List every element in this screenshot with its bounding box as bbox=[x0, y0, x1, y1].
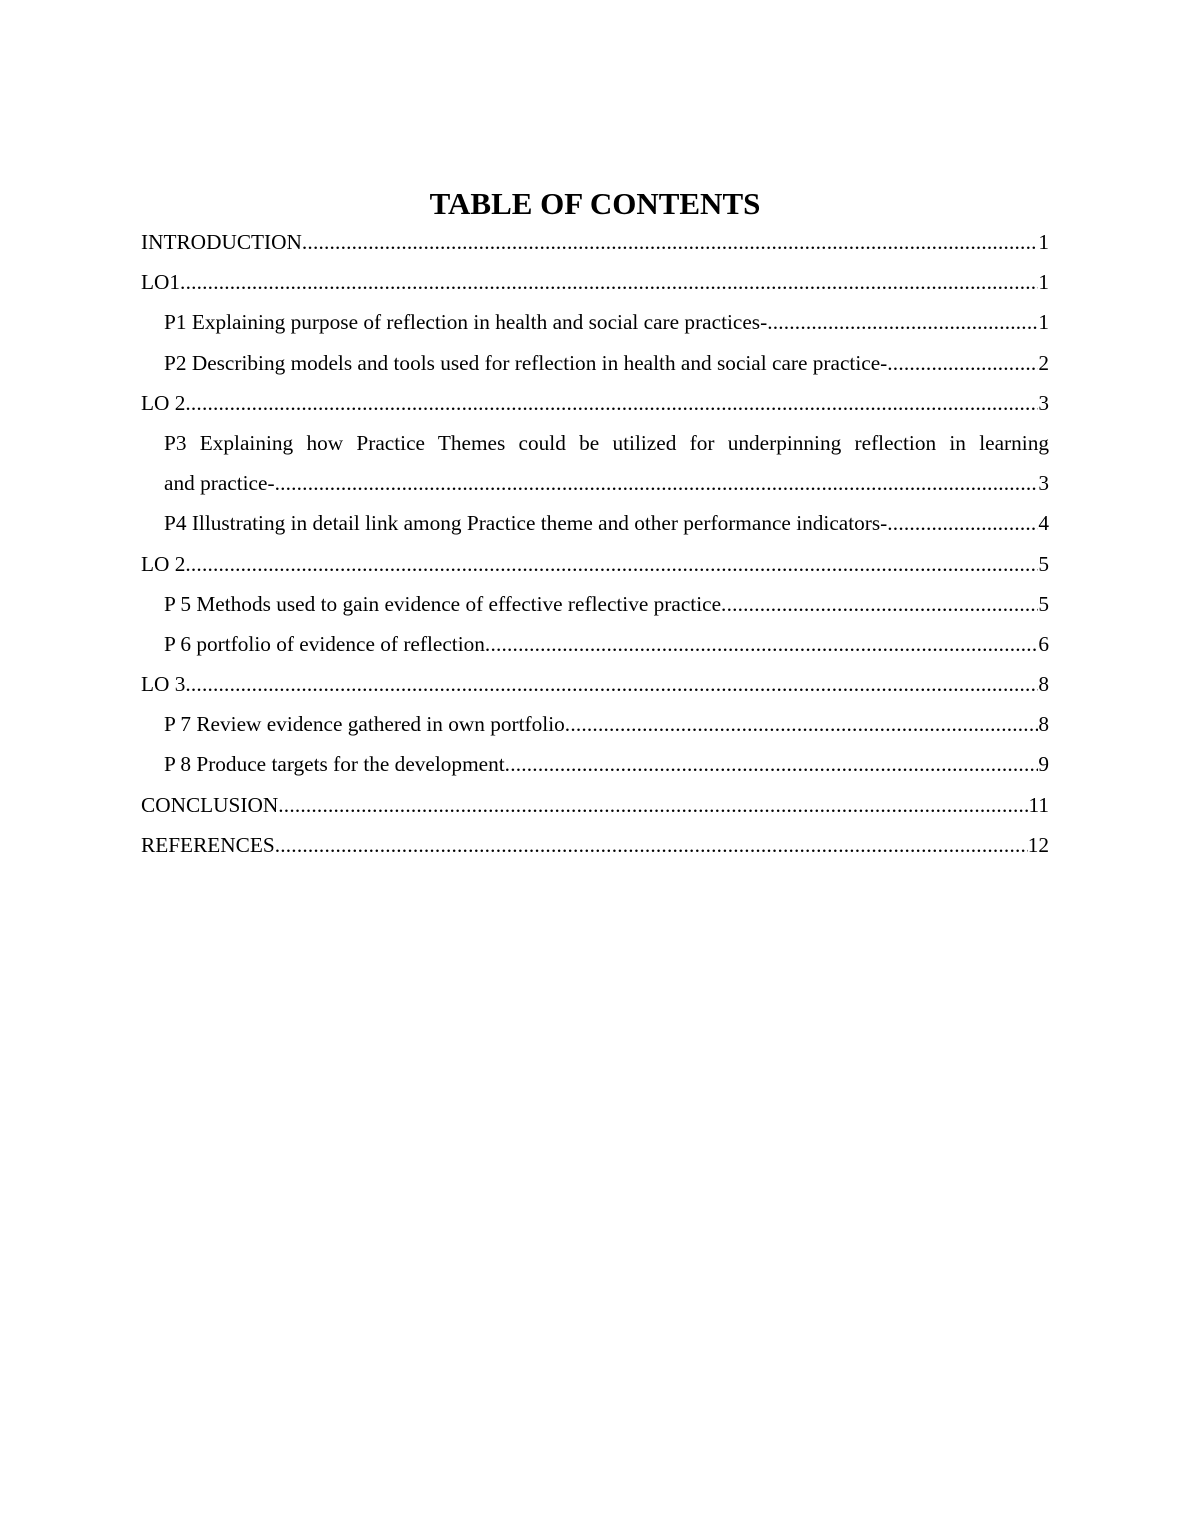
toc-entry-label: LO 3 bbox=[141, 672, 186, 697]
toc-entry-page-number: 2 bbox=[1038, 350, 1049, 375]
toc-entry-page-number: 11 bbox=[1028, 792, 1049, 817]
toc-entry-references[interactable] bbox=[141, 825, 1049, 865]
dot-leader bbox=[721, 584, 1038, 624]
dot-leader bbox=[887, 503, 1038, 543]
toc-entry-page-number: 8 bbox=[1038, 712, 1049, 737]
toc-entry-label: P4 Illustrating in detail link among Practice theme and other performance indicators- bbox=[164, 511, 888, 536]
toc-entry-label: CONCLUSION bbox=[141, 792, 279, 817]
dot-leader bbox=[185, 664, 1038, 704]
toc-entry-label: P 8 Produce targets for the development bbox=[164, 752, 505, 777]
toc-entry-label: and practice- bbox=[164, 471, 275, 496]
toc-entry-page-number: 9 bbox=[1038, 752, 1049, 777]
toc-entry-p1[interactable] bbox=[141, 302, 1049, 342]
toc-entry-label: INTRODUCTION bbox=[141, 230, 302, 254]
toc-entry-p8[interactable] bbox=[141, 744, 1049, 784]
dot-leader bbox=[565, 704, 1039, 744]
dot-leader bbox=[180, 262, 1038, 302]
toc-entry-page-number: 12 bbox=[1027, 832, 1049, 857]
dot-leader bbox=[302, 222, 1038, 262]
toc-entry-page-number: 5 bbox=[1038, 551, 1049, 576]
toc-entry-label: P 5 Methods used to gain evidence of effective reflective practice bbox=[164, 591, 722, 616]
toc-entry-page-number: 1 bbox=[1038, 310, 1049, 335]
toc-entry-p7[interactable] bbox=[141, 704, 1049, 744]
toc-entry-p6[interactable] bbox=[141, 624, 1049, 664]
toc-entry-p3[interactable] bbox=[141, 463, 1049, 503]
toc-entry-p5[interactable] bbox=[141, 584, 1049, 624]
dot-leader bbox=[485, 624, 1038, 664]
toc-entry-page-number: 4 bbox=[1038, 511, 1049, 536]
toc-entry-label: LO1 bbox=[141, 270, 181, 295]
dot-leader bbox=[505, 744, 1039, 784]
toc-entry-p4[interactable] bbox=[141, 503, 1049, 543]
toc-entry-label: REFERENCES bbox=[141, 832, 275, 857]
toc-entry-label: LO 2 bbox=[141, 551, 186, 576]
toc-entry-label: LO 2 bbox=[141, 390, 186, 415]
toc-title: TABLE OF CONTENTS bbox=[429, 186, 761, 221]
toc-entry-introduction[interactable] bbox=[141, 222, 1049, 262]
toc-entry-page-number: 1 bbox=[1038, 230, 1049, 254]
toc-entry-lo3[interactable] bbox=[141, 664, 1049, 704]
dot-leader bbox=[185, 544, 1038, 584]
toc-entry-lo2[interactable] bbox=[141, 383, 1049, 423]
toc-entry-page-number: 8 bbox=[1038, 672, 1049, 697]
toc-entry-page-number: 3 bbox=[1038, 471, 1049, 496]
dot-leader bbox=[185, 383, 1038, 423]
dot-leader bbox=[887, 343, 1038, 383]
dot-leader bbox=[767, 302, 1038, 342]
toc-entry-lo1[interactable] bbox=[141, 262, 1049, 302]
toc-entry-label: P3 Explaining how Practice Themes could be utilized for underpinning reflection in learning bbox=[164, 430, 1049, 455]
toc-entry-p2[interactable] bbox=[141, 343, 1049, 383]
toc-entry-label: P2 Describing models and tools used for reflection in health and social care practice- bbox=[164, 350, 888, 375]
dot-leader bbox=[275, 825, 1028, 865]
toc-entry-p3-line1[interactable] bbox=[141, 423, 1049, 463]
toc-entry-label: P1 Explaining purpose of reflection in health and social care practices- bbox=[164, 310, 768, 335]
toc-entry-lo2-second[interactable] bbox=[141, 544, 1049, 584]
toc-entry-page-number: 6 bbox=[1038, 631, 1049, 656]
toc-entry-page-number: 5 bbox=[1038, 591, 1049, 616]
dot-leader bbox=[278, 785, 1028, 825]
toc-entry-page-number: 3 bbox=[1038, 390, 1049, 415]
toc-list bbox=[141, 222, 1049, 865]
toc-entry-label: P 6 portfolio of evidence of reflection bbox=[164, 631, 485, 656]
dot-leader bbox=[275, 463, 1039, 503]
toc-entry-label: P 7 Review evidence gathered in own portfolio bbox=[164, 712, 565, 737]
toc-entry-conclusion[interactable] bbox=[141, 785, 1049, 825]
toc-entry-page-number: 1 bbox=[1038, 270, 1049, 295]
